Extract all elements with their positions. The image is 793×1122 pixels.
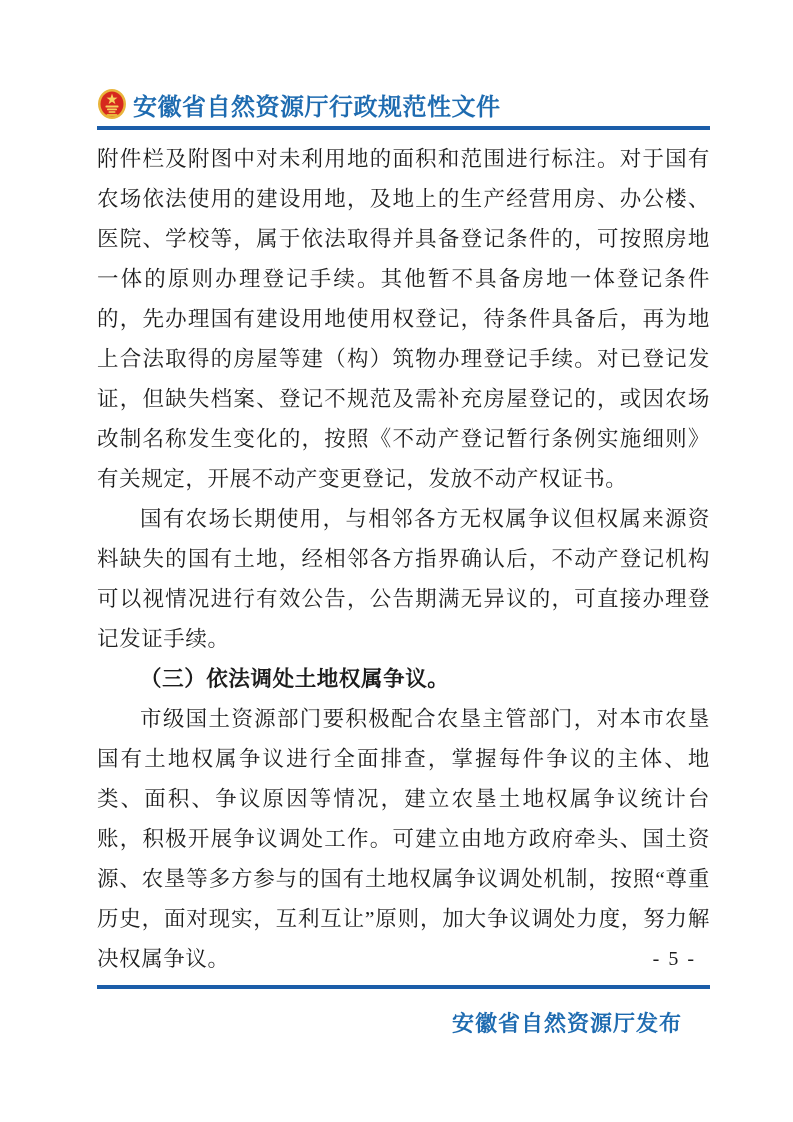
paragraph-continuation: 附件栏及附图中对未利用地的面积和范围进行标注。对于国有农场依法使用的建设用地，及地上的生产经营用房、办公楼、医院、学校等，属于依法取得并具备登记条件的，可按照房地一体的原则办理登记手续。其他暂不具备房地一体登记条件的，先办理国有建设用地使用权登记，待条件具备后，再为地上合法取得的房屋等建（构）筑物办理登记手续。对已登记发证，但缺失档案、登记不规范及需补充房屋登记的，或因农场改制名称发生变化的，按照《不动产登记暂行条例实施细则》有关规定，开展不动产变更登记，发放不动产权证书。 — [97, 147, 710, 491]
header-divider-rule — [97, 126, 710, 130]
footer-publisher: 安徽省自然资源厅发布 — [451, 1011, 682, 1036]
page-number: - 5 - — [652, 948, 696, 970]
footer-divider-rule — [97, 985, 710, 989]
section-heading-dispute-resolution: （三）依法调处土地权属争议。 — [140, 667, 450, 691]
document-header-title: 安徽省自然资源厅行政规范性文件 — [133, 93, 501, 121]
china-national-emblem-icon — [97, 88, 127, 121]
paragraph-dispute-resolution: 市级国土资源部门要积极配合农垦主管部门，对本市农垦国有土地权属争议进行全面排查，掌握每件争议的主体、地类、面积、争议原因等情况，建立农垦土地权属争议统计台账，积极开展争议调处工作。可建立由地方政府牵头、国土资源、农垦等多方参与的国有土地权属争议调处机制，按照“尊重历史，面对现实，互利互让”原则，加大争议调处力度，努力解决权属争议。 — [97, 707, 710, 971]
document-header — [97, 85, 710, 123]
document-body — [97, 139, 710, 979]
paragraph-public-notice: 国有农场长期使用，与相邻各方无权属争议但权属来源资料缺失的国有土地，经相邻各方指界确认后，不动产登记机构可以视情况进行有效公告，公告期满无异议的，可直接办理登记发证手续。 — [97, 507, 710, 651]
